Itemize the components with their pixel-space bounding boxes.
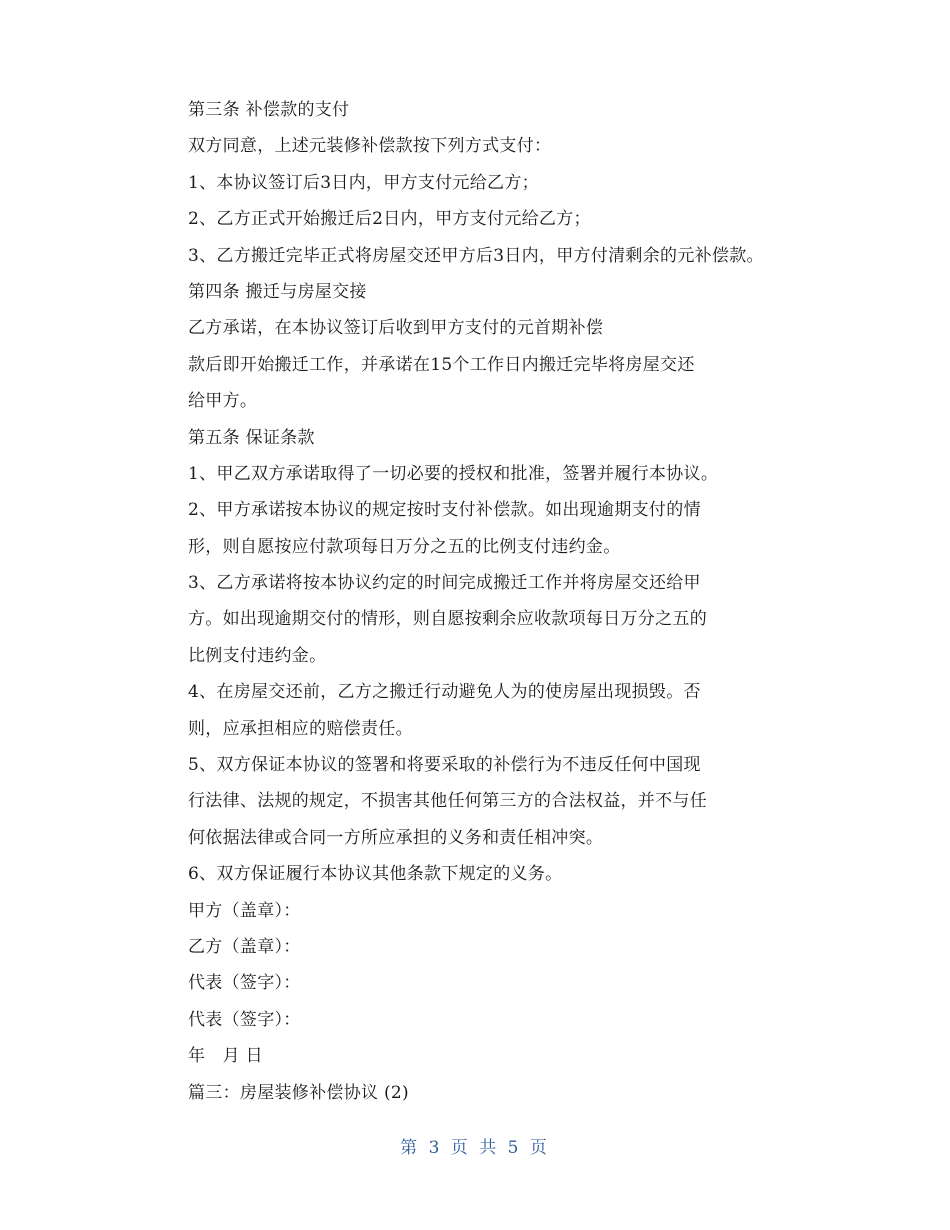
paragraph-line: 2、乙方正式开始搬迁后2日内，甲方支付元给乙方； [188, 209, 591, 230]
section-heading: 第四条 搬迁与房屋交接 [188, 281, 367, 302]
signature-line: 乙方（盖章）： [188, 936, 301, 957]
page-number-text: 第 3 页 共 5 页 [400, 1138, 550, 1158]
paragraph-line: 款后即开始搬迁工作，并承诺在15个工作日内搬迁完毕将房屋交还 [188, 354, 695, 375]
section-heading: 篇三：房屋装修补偿协议 (2) [188, 1082, 409, 1103]
paragraph-line: 乙方承诺，在本协议签订后收到甲方支付的元首期补偿 [188, 318, 604, 339]
paragraph-line: 5、双方保证本协议的签署和将要采取的补偿行为不违反任何中国现 [188, 755, 701, 776]
paragraph-line: 方。如出现逾期交付的情形，则自愿按剩余应收款项每日万分之五的 [188, 609, 707, 630]
signature-line: 代表（签字）： [188, 973, 301, 994]
paragraph-line: 6、双方保证履行本协议其他条款下规定的义务。 [188, 864, 563, 885]
paragraph-line: 1、甲乙双方承诺取得了一切必要的授权和批准，签署并履行本协议。 [188, 463, 719, 484]
paragraph-line: 比例支付违约金。 [188, 645, 327, 666]
paragraph-line: 形，则自愿按应付款项每日万分之五的比例支付违约金。 [188, 536, 621, 557]
signature-line: 代表（签字）： [188, 1009, 301, 1030]
paragraph-line: 3、乙方搬迁完毕正式将房屋交还甲方后3日内，甲方付清剩余的元补偿款。 [188, 245, 764, 266]
date-line: 年 月 日 [188, 1046, 263, 1067]
section-heading: 第五条 保证条款 [188, 427, 315, 448]
paragraph-line: 4、在房屋交还前，乙方之搬迁行动避免人为的使房屋出现损毁。否 [188, 682, 701, 703]
paragraph-line: 行法律、法规的规定，不损害其他任何第三方的合法权益，并不与任 [188, 791, 707, 812]
paragraph-line: 则，应承担相应的赔偿责任。 [188, 718, 413, 739]
paragraph-line: 何依据法律或合同一方所应承担的义务和责任相冲突。 [188, 827, 604, 848]
paragraph-line: 给甲方。 [188, 391, 258, 412]
signature-line: 甲方（盖章）： [188, 900, 301, 921]
page-number-footer [0, 1133, 950, 1158]
paragraph-line: 2、甲方承诺按本协议的规定按时支付补偿款。如出现逾期支付的情 [188, 500, 701, 521]
section-heading: 第三条 补偿款的支付 [188, 100, 350, 120]
paragraph-line: 双方同意，上述元装修补偿款按下列方式支付： [188, 136, 552, 157]
paragraph-line: 1、本协议签订后3日内，甲方支付元给乙方； [188, 172, 539, 193]
paragraph-line: 3、乙方承诺将按本协议约定的时间完成搬迁工作并将房屋交还给甲 [188, 573, 701, 594]
document-body [188, 92, 908, 1111]
